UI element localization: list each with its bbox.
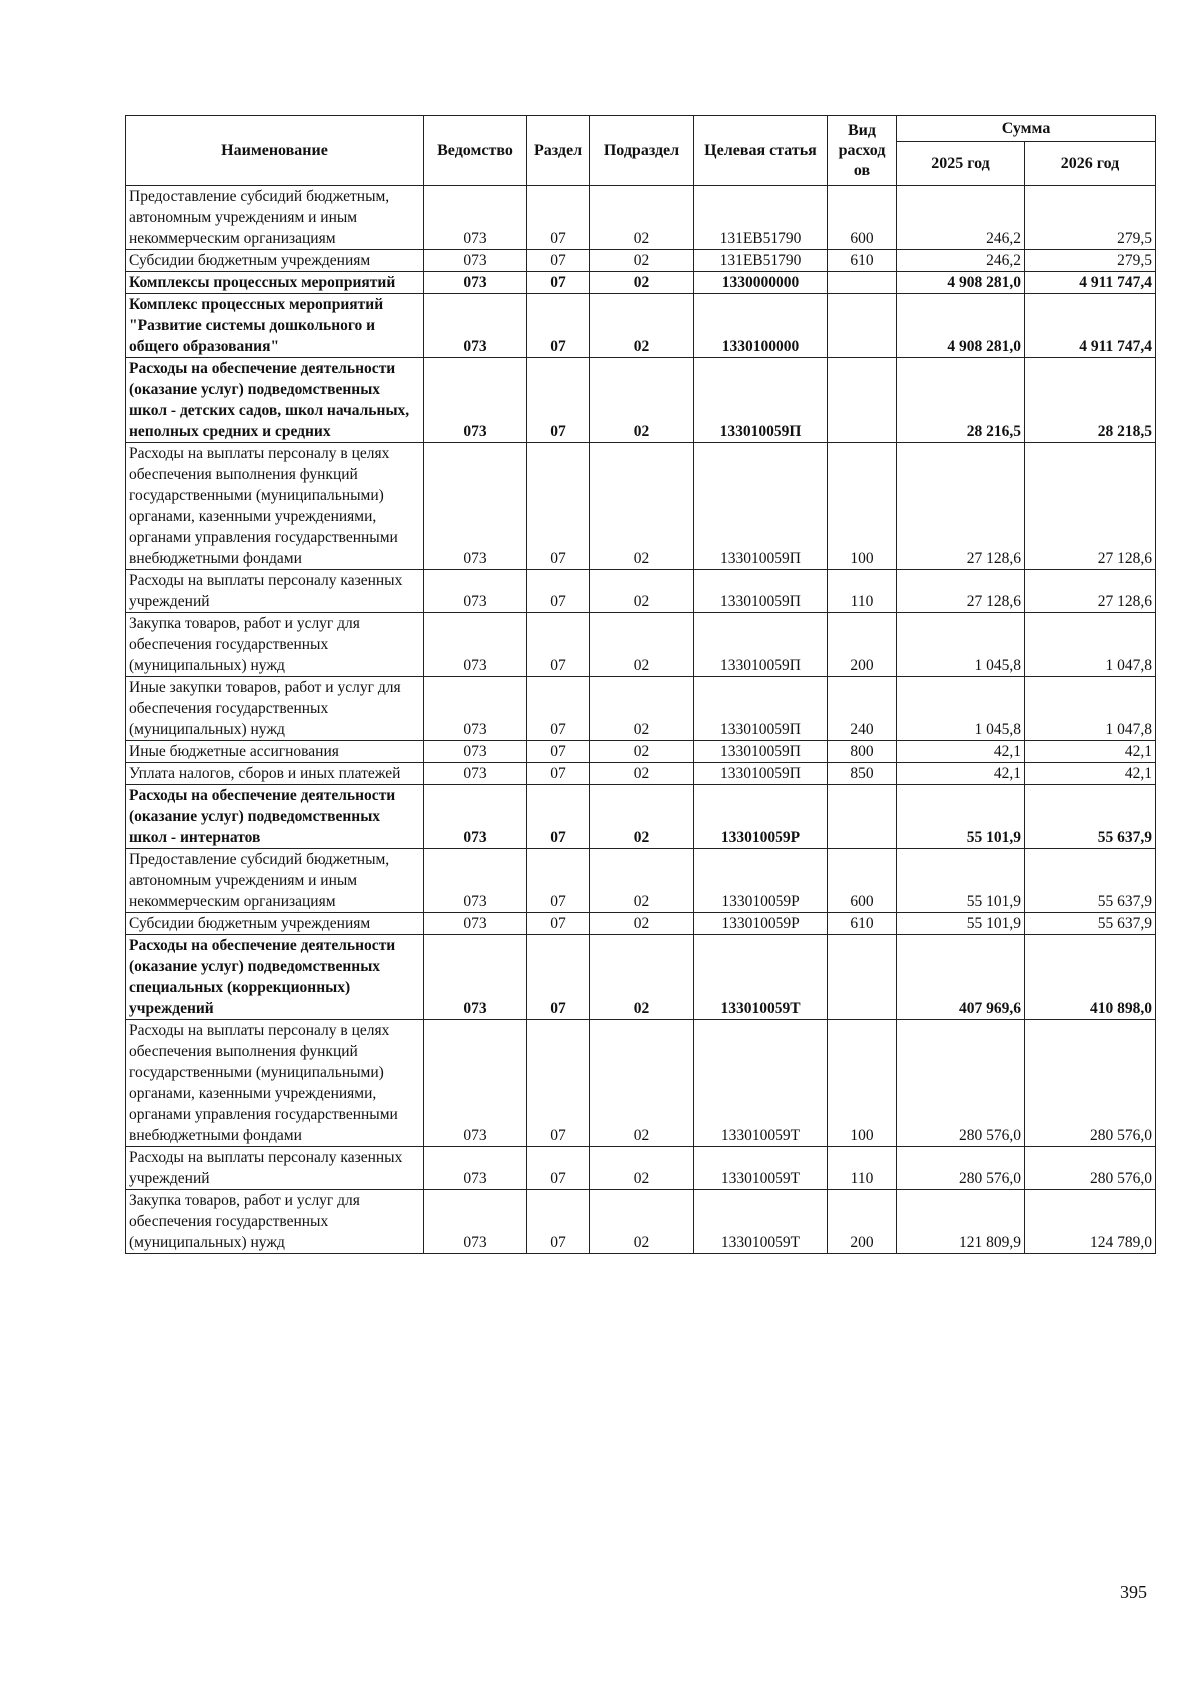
cell-2026: 27 128,6 xyxy=(1025,443,1156,570)
cell-subsection: 02 xyxy=(590,1147,694,1190)
cell-section: 07 xyxy=(527,570,590,613)
cell-2025: 121 809,9 xyxy=(897,1190,1025,1254)
cell-name: Расходы на обеспечение деятельности (оказание услуг) подведомственных школ - интернатов xyxy=(126,785,424,849)
cell-2026: 42,1 xyxy=(1025,763,1156,785)
cell-dept: 073 xyxy=(424,785,527,849)
table-row xyxy=(126,763,1156,785)
cell-exptype xyxy=(828,294,897,358)
cell-subsection: 02 xyxy=(590,294,694,358)
cell-2026: 42,1 xyxy=(1025,741,1156,763)
cell-2025: 407 969,6 xyxy=(897,935,1025,1020)
cell-subsection: 02 xyxy=(590,570,694,613)
cell-target: 133010059Т xyxy=(694,1020,828,1147)
cell-subsection: 02 xyxy=(590,763,694,785)
cell-exptype: 110 xyxy=(828,570,897,613)
cell-2025: 4 908 281,0 xyxy=(897,272,1025,294)
cell-dept: 073 xyxy=(424,250,527,272)
cell-section: 07 xyxy=(527,358,590,443)
header-name: Наименование xyxy=(126,116,424,186)
cell-exptype xyxy=(828,272,897,294)
header-section: Раздел xyxy=(527,116,590,186)
table-row xyxy=(126,570,1156,613)
cell-2025: 280 576,0 xyxy=(897,1147,1025,1190)
cell-exptype: 100 xyxy=(828,443,897,570)
cell-2025: 42,1 xyxy=(897,741,1025,763)
cell-exptype: 850 xyxy=(828,763,897,785)
table-row xyxy=(126,785,1156,849)
cell-exptype: 200 xyxy=(828,1190,897,1254)
cell-name: Иные бюджетные ассигнования xyxy=(126,741,424,763)
cell-2025: 27 128,6 xyxy=(897,570,1025,613)
cell-name: Закупка товаров, работ и услуг для обеспечения государственных (муниципальных) нужд xyxy=(126,1190,424,1254)
cell-dept: 073 xyxy=(424,763,527,785)
cell-exptype: 100 xyxy=(828,1020,897,1147)
cell-target: 133010059Р xyxy=(694,785,828,849)
header-exptype: Вид расход ов xyxy=(828,116,897,186)
header-2026: 2026 год xyxy=(1025,142,1156,186)
cell-section: 07 xyxy=(527,443,590,570)
cell-exptype: 800 xyxy=(828,741,897,763)
cell-exptype xyxy=(828,785,897,849)
cell-dept: 073 xyxy=(424,935,527,1020)
cell-target: 131ЕВ51790 xyxy=(694,250,828,272)
cell-subsection: 02 xyxy=(590,935,694,1020)
cell-name: Расходы на обеспечение деятельности (оказание услуг) подведомственных школ - детских садов, школ начальных, неполных средних и средних xyxy=(126,358,424,443)
cell-dept: 073 xyxy=(424,741,527,763)
cell-2025: 42,1 xyxy=(897,763,1025,785)
cell-subsection: 02 xyxy=(590,677,694,741)
cell-exptype xyxy=(828,358,897,443)
cell-name: Закупка товаров, работ и услуг для обеспечения государственных (муниципальных) нужд xyxy=(126,613,424,677)
cell-subsection: 02 xyxy=(590,741,694,763)
cell-name: Расходы на выплаты персоналу казенных учреждений xyxy=(126,1147,424,1190)
cell-section: 07 xyxy=(527,785,590,849)
cell-name: Расходы на выплаты персоналу в целях обеспечения выполнения функций государственными (муниципальными) органами, казенными учреждениями, органами управления государственными внебюджетными фондами xyxy=(126,443,424,570)
table-row xyxy=(126,294,1156,358)
cell-subsection: 02 xyxy=(590,1020,694,1147)
cell-2026: 410 898,0 xyxy=(1025,935,1156,1020)
budget-table xyxy=(125,115,1156,1254)
table-row xyxy=(126,1190,1156,1254)
cell-section: 07 xyxy=(527,1147,590,1190)
cell-name: Субсидии бюджетным учреждениям xyxy=(126,913,424,935)
cell-subsection: 02 xyxy=(590,443,694,570)
cell-2026: 280 576,0 xyxy=(1025,1020,1156,1147)
cell-2026: 55 637,9 xyxy=(1025,849,1156,913)
cell-2026: 1 047,8 xyxy=(1025,677,1156,741)
cell-2026: 28 218,5 xyxy=(1025,358,1156,443)
cell-section: 07 xyxy=(527,250,590,272)
cell-section: 07 xyxy=(527,613,590,677)
table-row xyxy=(126,1020,1156,1147)
header-2025: 2025 год xyxy=(897,142,1025,186)
cell-dept: 073 xyxy=(424,186,527,250)
cell-dept: 073 xyxy=(424,1190,527,1254)
cell-section: 07 xyxy=(527,677,590,741)
cell-2025: 4 908 281,0 xyxy=(897,294,1025,358)
cell-target: 133010059П xyxy=(694,613,828,677)
cell-name: Предоставление субсидий бюджетным, автономным учреждениям и иным некоммерческим организациям xyxy=(126,186,424,250)
table-row xyxy=(126,250,1156,272)
cell-dept: 073 xyxy=(424,570,527,613)
cell-target: 133010059Р xyxy=(694,913,828,935)
cell-target: 133010059Т xyxy=(694,1190,828,1254)
cell-2025: 28 216,5 xyxy=(897,358,1025,443)
cell-subsection: 02 xyxy=(590,358,694,443)
table-row xyxy=(126,613,1156,677)
cell-2026: 279,5 xyxy=(1025,250,1156,272)
table-row xyxy=(126,443,1156,570)
table-row xyxy=(126,1147,1156,1190)
cell-name: Субсидии бюджетным учреждениям xyxy=(126,250,424,272)
cell-exptype: 610 xyxy=(828,250,897,272)
cell-target: 133010059П xyxy=(694,570,828,613)
cell-dept: 073 xyxy=(424,294,527,358)
cell-subsection: 02 xyxy=(590,613,694,677)
cell-2025: 1 045,8 xyxy=(897,613,1025,677)
cell-section: 07 xyxy=(527,294,590,358)
cell-target: 133010059П xyxy=(694,741,828,763)
header-dept: Ведомство xyxy=(424,116,527,186)
cell-subsection: 02 xyxy=(590,849,694,913)
cell-section: 07 xyxy=(527,935,590,1020)
table-row xyxy=(126,741,1156,763)
cell-dept: 073 xyxy=(424,272,527,294)
cell-dept: 073 xyxy=(424,358,527,443)
cell-name: Комплекс процессных мероприятий "Развитие системы дошкольного и общего образования" xyxy=(126,294,424,358)
cell-2026: 1 047,8 xyxy=(1025,613,1156,677)
cell-2026: 55 637,9 xyxy=(1025,913,1156,935)
cell-section: 07 xyxy=(527,741,590,763)
cell-dept: 073 xyxy=(424,1147,527,1190)
cell-target: 1330000000 xyxy=(694,272,828,294)
cell-section: 07 xyxy=(527,272,590,294)
cell-target: 133010059Т xyxy=(694,935,828,1020)
cell-subsection: 02 xyxy=(590,1190,694,1254)
cell-2025: 55 101,9 xyxy=(897,785,1025,849)
cell-section: 07 xyxy=(527,849,590,913)
cell-target: 1330100000 xyxy=(694,294,828,358)
cell-exptype: 610 xyxy=(828,913,897,935)
cell-exptype xyxy=(828,935,897,1020)
cell-2025: 27 128,6 xyxy=(897,443,1025,570)
cell-dept: 073 xyxy=(424,443,527,570)
cell-section: 07 xyxy=(527,913,590,935)
cell-2025: 246,2 xyxy=(897,186,1025,250)
header-sum: Сумма xyxy=(897,116,1156,142)
cell-2026: 27 128,6 xyxy=(1025,570,1156,613)
table-row xyxy=(126,186,1156,250)
cell-dept: 073 xyxy=(424,613,527,677)
cell-target: 131ЕВ51790 xyxy=(694,186,828,250)
cell-2025: 1 045,8 xyxy=(897,677,1025,741)
cell-2025: 280 576,0 xyxy=(897,1020,1025,1147)
cell-subsection: 02 xyxy=(590,785,694,849)
cell-name: Предоставление субсидий бюджетным, автономным учреждениям и иным некоммерческим организациям xyxy=(126,849,424,913)
cell-subsection: 02 xyxy=(590,250,694,272)
cell-2026: 280 576,0 xyxy=(1025,1147,1156,1190)
cell-dept: 073 xyxy=(424,1020,527,1147)
cell-dept: 073 xyxy=(424,849,527,913)
header-target: Целевая статья xyxy=(694,116,828,186)
cell-name: Иные закупки товаров, работ и услуг для обеспечения государственных (муниципальных) нужд xyxy=(126,677,424,741)
cell-section: 07 xyxy=(527,1020,590,1147)
table-row xyxy=(126,677,1156,741)
table-header xyxy=(126,116,1156,186)
table-row xyxy=(126,935,1156,1020)
cell-2026: 4 911 747,4 xyxy=(1025,294,1156,358)
table-row xyxy=(126,358,1156,443)
cell-name: Расходы на выплаты персоналу в целях обеспечения выполнения функций государственными (муниципальными) органами, казенными учреждениями, органами управления государственными внебюджетными фондами xyxy=(126,1020,424,1147)
table-body xyxy=(126,186,1156,1254)
cell-name: Расходы на обеспечение деятельности (оказание услуг) подведомственных специальных (коррекционных) учреждений xyxy=(126,935,424,1020)
cell-2026: 279,5 xyxy=(1025,186,1156,250)
cell-exptype: 600 xyxy=(828,849,897,913)
cell-2025: 55 101,9 xyxy=(897,849,1025,913)
cell-exptype: 200 xyxy=(828,613,897,677)
cell-dept: 073 xyxy=(424,913,527,935)
cell-name: Расходы на выплаты персоналу казенных учреждений xyxy=(126,570,424,613)
page-number: 395 xyxy=(1120,1582,1147,1602)
cell-target: 133010059Т xyxy=(694,1147,828,1190)
table-row xyxy=(126,913,1156,935)
cell-target: 133010059П xyxy=(694,443,828,570)
cell-target: 133010059П xyxy=(694,358,828,443)
cell-section: 07 xyxy=(527,1190,590,1254)
cell-subsection: 02 xyxy=(590,186,694,250)
cell-target: 133010059Р xyxy=(694,849,828,913)
cell-target: 133010059П xyxy=(694,677,828,741)
cell-name: Уплата налогов, сборов и иных платежей xyxy=(126,763,424,785)
cell-2025: 55 101,9 xyxy=(897,913,1025,935)
cell-2026: 55 637,9 xyxy=(1025,785,1156,849)
cell-section: 07 xyxy=(527,186,590,250)
table-row xyxy=(126,849,1156,913)
cell-name: Комплексы процессных мероприятий xyxy=(126,272,424,294)
table-row xyxy=(126,272,1156,294)
cell-exptype: 600 xyxy=(828,186,897,250)
cell-dept: 073 xyxy=(424,677,527,741)
cell-target: 133010059П xyxy=(694,763,828,785)
cell-subsection: 02 xyxy=(590,913,694,935)
cell-2026: 4 911 747,4 xyxy=(1025,272,1156,294)
cell-exptype: 240 xyxy=(828,677,897,741)
header-subsection: Подраздел xyxy=(590,116,694,186)
cell-2026: 124 789,0 xyxy=(1025,1190,1156,1254)
cell-subsection: 02 xyxy=(590,272,694,294)
cell-section: 07 xyxy=(527,763,590,785)
cell-2025: 246,2 xyxy=(897,250,1025,272)
cell-exptype: 110 xyxy=(828,1147,897,1190)
